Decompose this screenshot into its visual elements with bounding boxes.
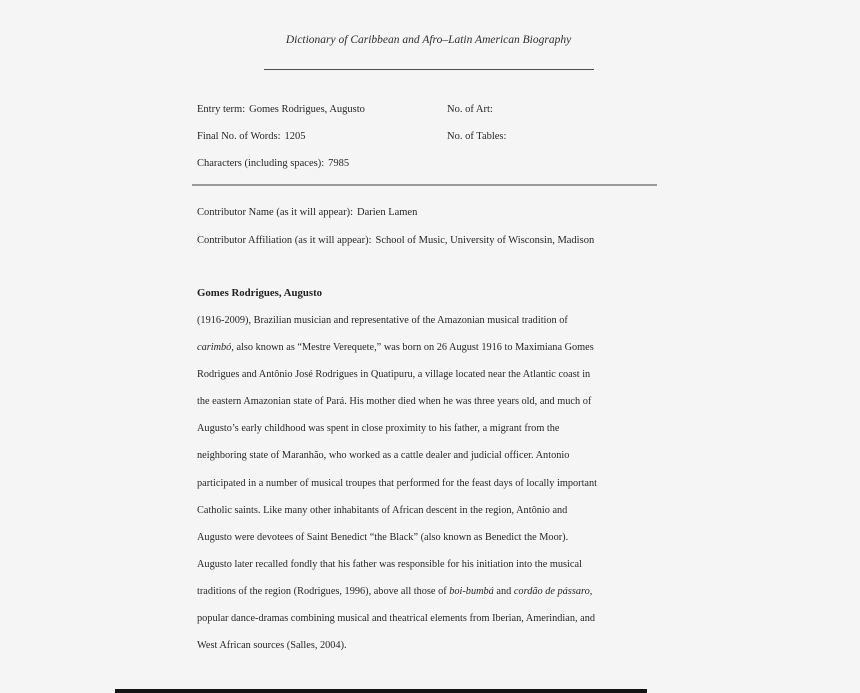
final-words-field [197, 123, 447, 150]
text-run: cordão de pássaro [513, 585, 590, 597]
body-line [197, 578, 660, 605]
text-run: also known as “Mestre Verequete,” was born on 26 August 1916 to Maximiana Gomes [233, 342, 594, 354]
text-run: popular dance-dramas combining musical and theatrical elements from Iberian, Amerindian, and [197, 613, 596, 625]
text-run: Augusto later recalled fondly that his father was responsible for his initiation into the musical [197, 558, 582, 570]
text-run: participated in a number of musical troupes that performed for the feast days of locally important [197, 477, 598, 489]
body-line [197, 632, 660, 659]
body-line [197, 551, 660, 578]
manuscript-metadata [197, 96, 660, 177]
contributor-affiliation-value: School of Music, University of Wisconsin, Madison [375, 234, 595, 246]
contributor-section [197, 199, 660, 254]
section-divider [192, 184, 657, 186]
characters-label: Characters (including spaces): [197, 158, 325, 169]
text-run: Augusto’s early childhood was spent in close proximity to his father, a migrant from the [197, 423, 560, 435]
text-run: Catholic saints. Like many other inhabitants of African descent in the region, Antônio and [197, 504, 568, 516]
no-of-art-field [447, 96, 497, 123]
text-run: (1916-2009), Brazilian musician and representative of the Amazonian musical tradition of [197, 315, 568, 326]
biography-entry [197, 280, 660, 659]
contributor-name-value: Darien Lamen [357, 207, 418, 218]
body-line [197, 470, 660, 497]
document-header [197, 0, 660, 70]
body-line [197, 415, 660, 442]
characters-value: 7985 [328, 158, 350, 169]
characters-field [197, 150, 447, 177]
text-run: neighboring state of Maranhão, who worked as a cattle dealer and judicial officer. Antonio [197, 450, 570, 462]
contributor-name-field [197, 199, 660, 227]
entry-term-label: Entry term: [197, 104, 246, 115]
entry-heading: Gomes Rodrigues, Augusto [197, 287, 323, 299]
contributor-affiliation-label: Contributor Affiliation (as it will appear): [197, 234, 372, 246]
text-run: carimbó, [197, 342, 234, 354]
metadata-row [197, 123, 660, 150]
document-content [197, 0, 660, 659]
document-title: Dictionary of Caribbean and Afro–Latin American Biography [285, 34, 572, 46]
body-line [197, 524, 660, 551]
contributor-name-label: Contributor Name (as it will appear): [197, 207, 353, 218]
body-line [197, 388, 660, 415]
no-of-art-label: No. of Art: [447, 104, 493, 115]
page-bottom-edge [115, 689, 647, 693]
no-of-tables-field [447, 123, 510, 150]
final-words-value: 1205 [284, 131, 306, 142]
contributor-affiliation-field [197, 227, 660, 255]
text-run: the eastern Amazonian state of Pará. His mother died when he was three years old, and much of [197, 396, 592, 408]
final-words-label: Final No. of Words: [197, 131, 281, 142]
no-of-tables-label: No. of Tables: [447, 131, 507, 142]
body-line [197, 334, 660, 361]
entry-term-field [197, 96, 447, 123]
metadata-row [197, 96, 660, 123]
text-run: , [589, 585, 593, 597]
text-run: boi-bumbá [449, 585, 494, 597]
body-line [197, 361, 660, 388]
entry-body [197, 307, 660, 659]
metadata-row [197, 150, 660, 177]
body-line [197, 605, 660, 632]
text-run: West African sources (Salles, 2004). [197, 640, 347, 652]
entry-term-value: Gomes Rodrigues, Augusto [249, 104, 365, 115]
body-line [197, 307, 660, 334]
text-run: Rodrigues and Antônio José Rodrigues in Quatipuru, a village located near the Atlantic coast in [197, 369, 591, 381]
text-run: and [493, 585, 514, 597]
text-run: traditions of the region (Rodrigues, 1996), above all those of [197, 585, 450, 597]
body-line [197, 442, 660, 469]
body-line [197, 497, 660, 524]
text-run: Augusto were devotees of Saint Benedict “the Black” (also known as Benedict the Moor). [197, 531, 569, 543]
title-underline [264, 69, 594, 70]
